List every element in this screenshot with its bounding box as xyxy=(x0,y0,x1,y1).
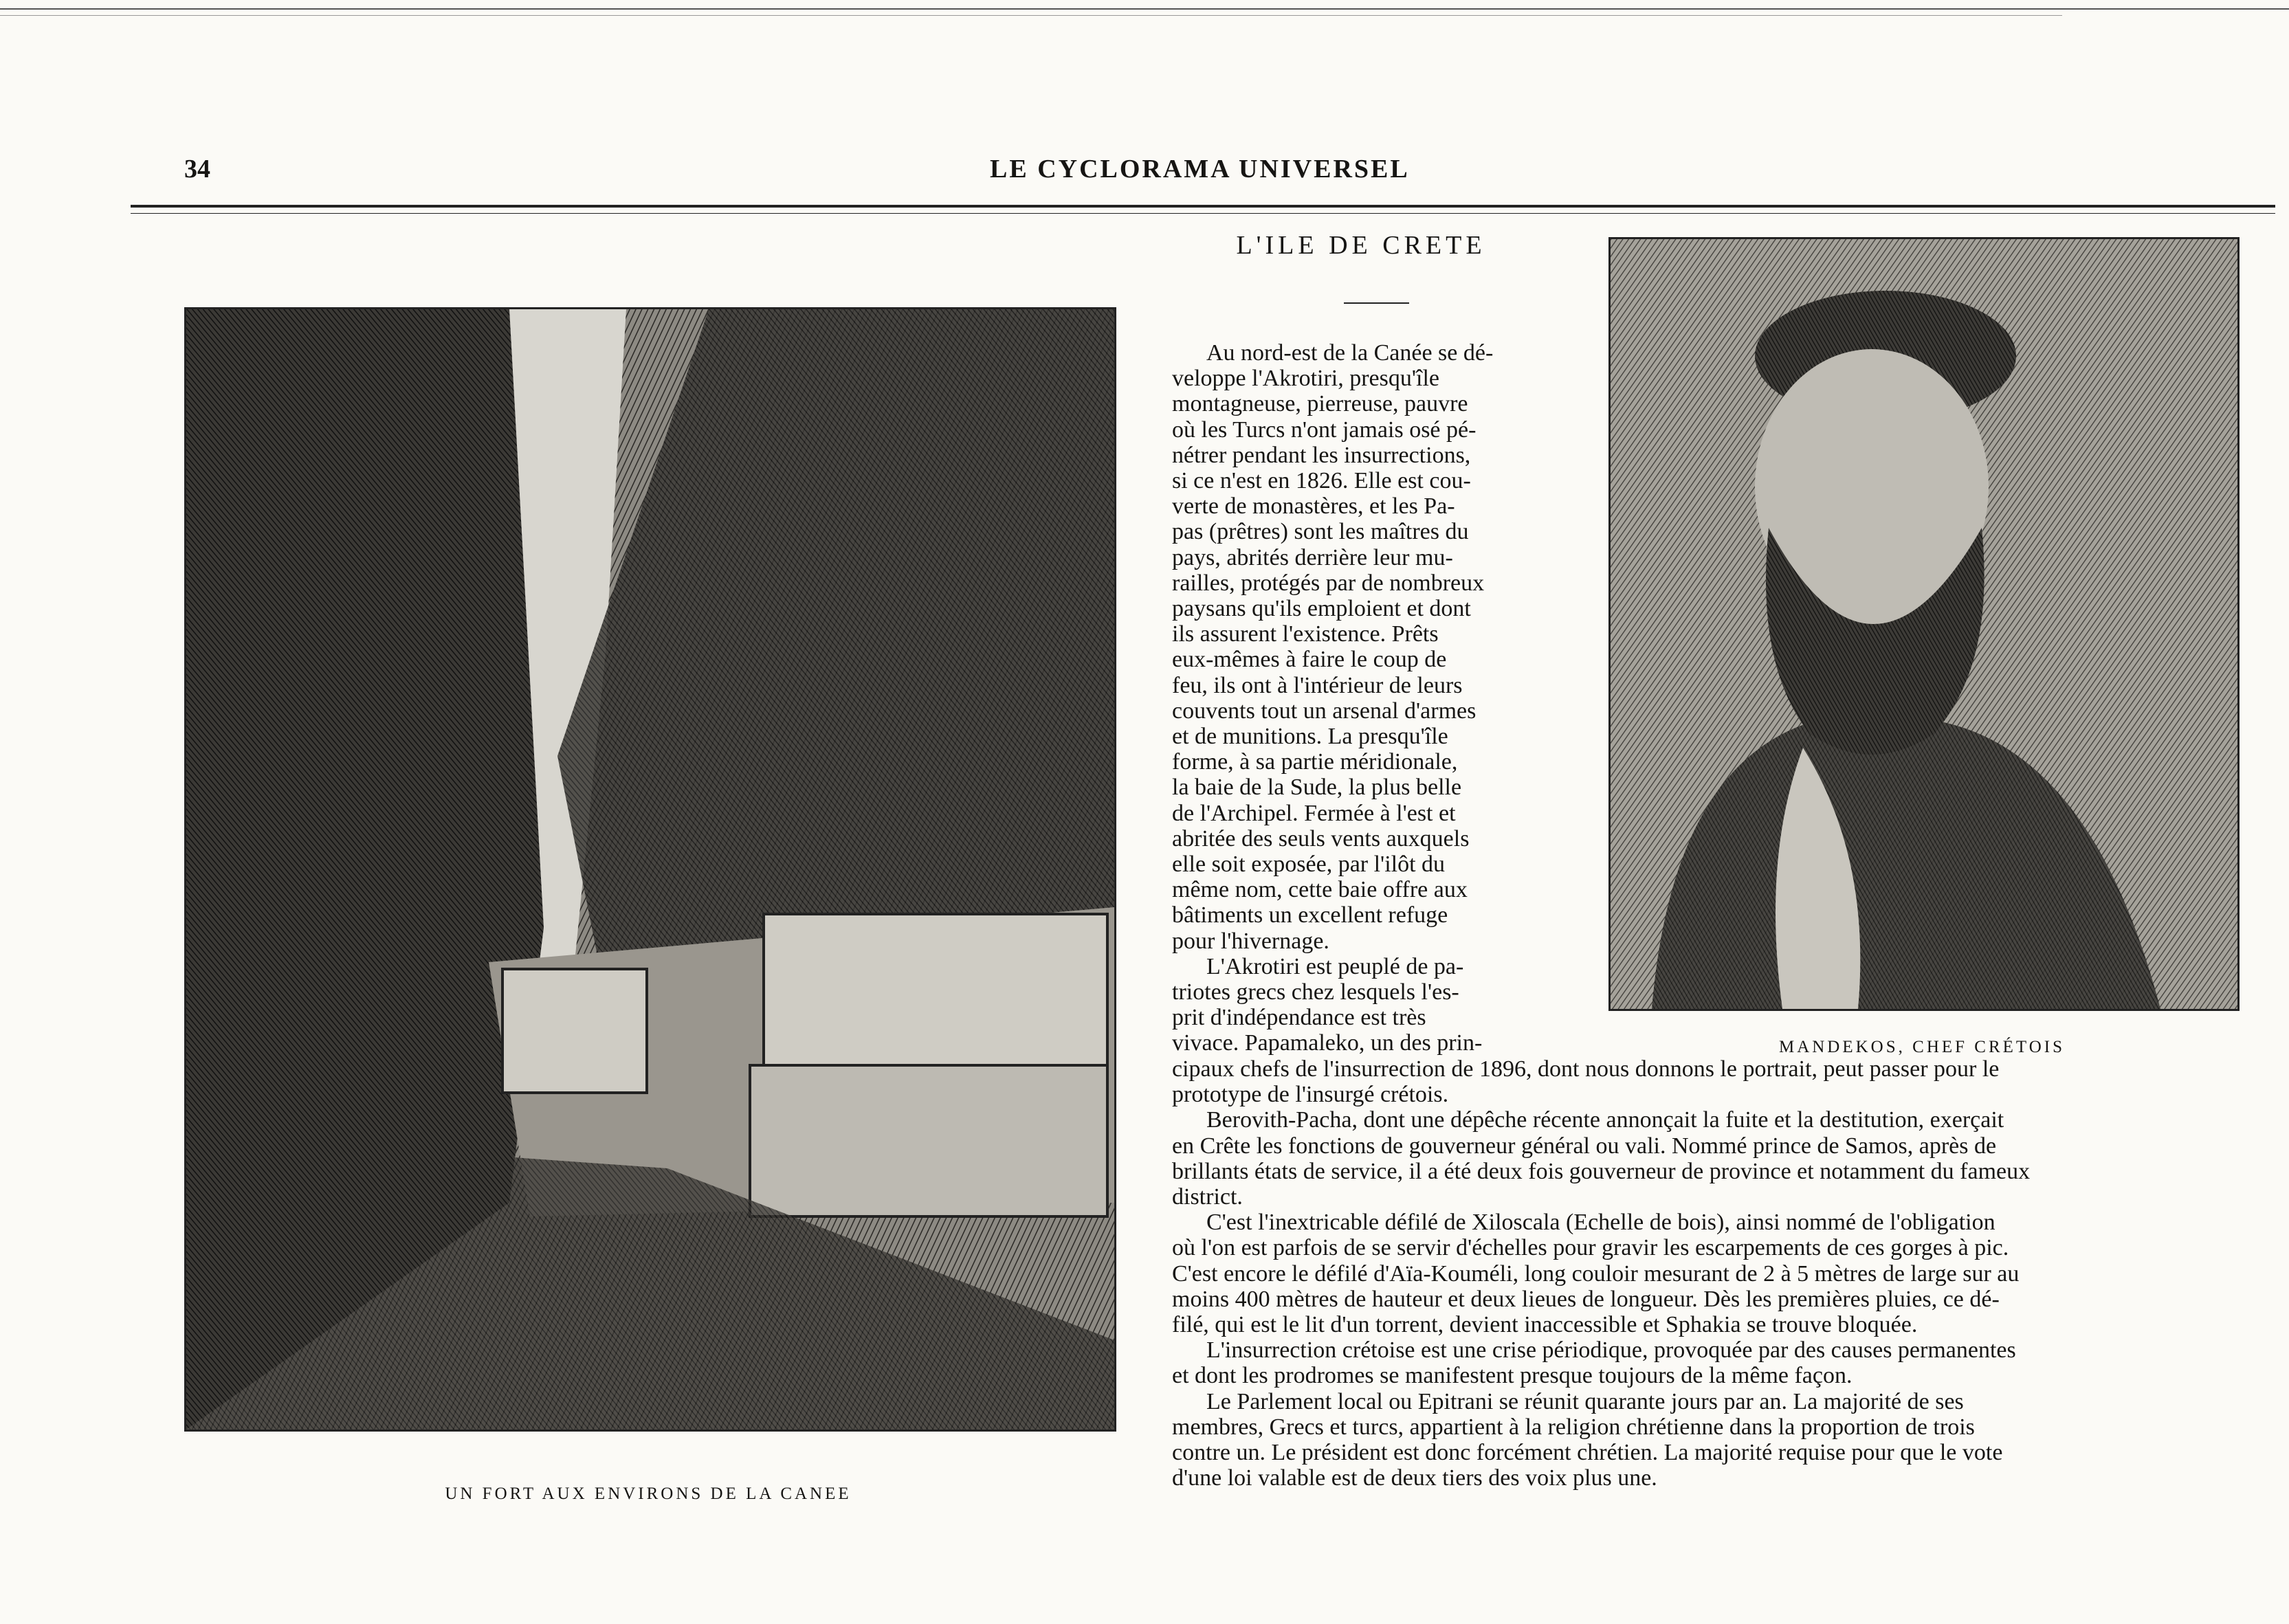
text-line: la baie de la Sude, la plus belle xyxy=(1172,775,1462,801)
header-rule-thin xyxy=(131,213,2275,214)
portrait-caption: MANDEKOS, CHEF CRÉTOIS xyxy=(1778,1038,2066,1056)
text-line: paysans qu'ils emploient et dont xyxy=(1172,596,1471,622)
text-line: Au nord-est de la Canée se dé- xyxy=(1206,340,1494,366)
text-line: et dont les prodromes se manifestent presque toujours de la même façon. xyxy=(1172,1363,1853,1389)
text-line: pas (prêtres) sont les maîtres du xyxy=(1172,519,1469,545)
article-column-text xyxy=(1172,340,1564,1056)
text-line: même nom, cette baie offre aux xyxy=(1172,877,1468,903)
article-wide-text xyxy=(1172,1056,2279,1491)
text-line: C'est encore le défilé d'Aïa-Kouméli, long couloir mesurant de 2 à 5 mètres de large sur au xyxy=(1172,1260,2020,1287)
text-line: triotes grecs chez lesquels l'es- xyxy=(1172,979,1459,1005)
article-title: L'ILE DE CRETE xyxy=(1236,231,1486,260)
text-line: où les Turcs n'ont jamais osé pé- xyxy=(1172,416,1477,443)
text-line: district. xyxy=(1172,1184,1243,1210)
text-line: filé, qui est le lit d'un torrent, devient inaccessible et Sphakia se trouve bloquée. xyxy=(1172,1312,1918,1338)
text-line: C'est l'inextricable défilé de Xiloscala (Echelle de bois), ainsi nommé de l'obligation xyxy=(1206,1210,1995,1236)
text-line: où l'on est parfois de se servir d'échelles pour gravir les escarpements de ces gorges à pic. xyxy=(1172,1235,2009,1261)
text-line: couvents tout un arsenal d'armes xyxy=(1172,698,1477,724)
text-line: moins 400 mètres de hauteur et deux lieues de longueur. Dès les premières pluies, ce dé- xyxy=(1172,1286,2000,1312)
text-line: en Crête les fonctions de gouverneur général ou vali. Nommé prince de Samos, après de xyxy=(1172,1133,1997,1159)
text-line: pays, abrités derrière leur mu- xyxy=(1172,544,1453,570)
text-line: elle soit exposée, par l'ilôt du xyxy=(1172,852,1446,878)
text-line: abritée des seuls vents auxquels xyxy=(1172,825,1470,852)
page-number: 34 xyxy=(184,155,210,183)
text-line: de l'Archipel. Fermée à l'est et xyxy=(1172,800,1456,826)
text-line: brillants états de service, il a été deux fois gouverneur de province et notamment du fameux xyxy=(1172,1158,2031,1184)
top-edge-rule xyxy=(0,8,2289,10)
text-line: nétrer pendant les insurrections, xyxy=(1172,442,1471,468)
text-line: L'Akrotiri est peuplé de pa- xyxy=(1206,953,1464,979)
text-line: Berovith-Pacha, dont une dépêche récente annonçait la fuite et la destitution, exerçait xyxy=(1206,1107,2004,1133)
text-line: contre un. Le président est donc forcément chrétien. La majorité requise pour que le vote xyxy=(1172,1440,2003,1466)
text-line: forme, à sa partie méridionale, xyxy=(1172,749,1458,775)
top-edge-rule-thin xyxy=(0,15,2062,16)
text-line: vivace. Papamaleko, un des prin- xyxy=(1172,1030,1483,1056)
text-line: verte de monastères, et les Pa- xyxy=(1172,493,1455,520)
portrait-illustration xyxy=(1608,237,2240,1011)
text-line: railles, protégés par de nombreux xyxy=(1172,570,1485,596)
fort-caption: UN FORT AUX ENVIRONS DE LA CANEE xyxy=(445,1484,852,1503)
title-rule xyxy=(1344,302,1409,304)
text-line: prit d'indépendance est très xyxy=(1172,1005,1426,1031)
text-line: eux-mêmes à faire le coup de xyxy=(1172,647,1447,673)
text-line: feu, ils ont à l'intérieur de leurs xyxy=(1172,672,1463,698)
journal-title: LE CYCLORAMA UNIVERSEL xyxy=(990,155,1410,183)
text-line: ils assurent l'existence. Prêts xyxy=(1172,621,1439,647)
text-line: pour l'hivernage. xyxy=(1172,928,1329,954)
text-line: bâtiments un excellent refuge xyxy=(1172,902,1448,928)
text-line: et de munitions. La presqu'île xyxy=(1172,724,1448,750)
text-line: prototype de l'insurgé crétois. xyxy=(1172,1082,1449,1108)
fort-illustration xyxy=(184,307,1116,1432)
text-line: veloppe l'Akrotiri, presqu'île xyxy=(1172,366,1439,392)
header-rule xyxy=(131,205,2275,208)
text-line: L'insurrection crétoise est une crise périodique, provoquée par des causes permanentes xyxy=(1206,1337,2016,1364)
text-line: d'une loi valable est de deux tiers des voix plus une. xyxy=(1172,1465,1657,1491)
text-line: montagneuse, pierreuse, pauvre xyxy=(1172,391,1468,417)
text-line: membres, Grecs et turcs, appartient à la religion chrétienne dans la proportion de trois xyxy=(1172,1414,1975,1440)
text-line: Le Parlement local ou Epitrani se réunit quarante jours par an. La majorité de ses xyxy=(1206,1388,1964,1414)
text-line: si ce n'est en 1826. Elle est cou- xyxy=(1172,468,1471,494)
text-line: cipaux chefs de l'insurrection de 1896, dont nous donnons le portrait, peut passer pour le xyxy=(1172,1056,2000,1082)
